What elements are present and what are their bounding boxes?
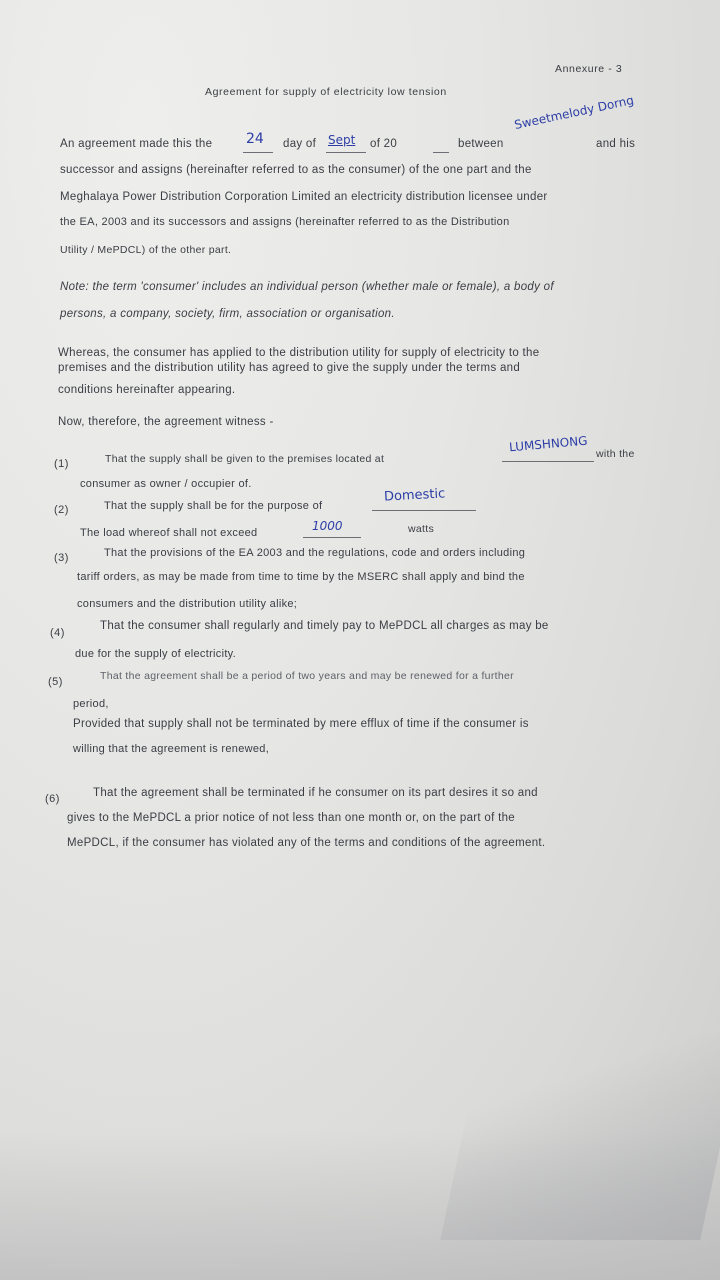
document-title: Agreement for supply of electricity low tension: [205, 86, 447, 98]
intro-line-1b: day of: [283, 138, 317, 150]
intro-line-5: Utility / MePDCL) of the other part.: [60, 244, 232, 256]
clause-2-line-2a: The load whereof shall not exceed: [80, 527, 258, 539]
clause-5-line-3: Provided that supply shall not be terminated by mere efflux of time if the consumer is: [73, 718, 529, 730]
clause-6-line-2: gives to the MePDCL a prior notice of not less than one month or, on the part of the: [67, 812, 515, 824]
purpose-handwritten: Domestic: [383, 486, 446, 505]
month-handwritten: Sept: [328, 133, 356, 147]
day-handwritten: 24: [246, 131, 264, 147]
witness-line: Now, therefore, the agreement witness -: [58, 416, 274, 428]
intro-line-1c: of 20: [370, 138, 398, 150]
location-handwritten: LUMSHNONG: [508, 433, 589, 455]
intro-line-1a: An agreement made this the: [60, 138, 213, 150]
clause-1-line-1a: That the supply shall be given to the premises located at: [105, 453, 385, 465]
note-line-2: persons, a company, society, firm, association or organisation.: [60, 308, 395, 320]
intro-line-3: Meghalaya Power Distribution Corporation Limited an electricity distribution licensee under: [60, 191, 548, 203]
purpose-blank: [372, 510, 476, 511]
intro-line-1d: between: [458, 138, 504, 150]
whereas-line-2: premises and the distribution utility has agreed to give the supply under the terms and: [58, 362, 521, 374]
note-line-1: Note: the term 'consumer' includes an individual person (whether male or female), a body of: [60, 281, 554, 293]
clause-6-line-3: MePDCL, if the consumer has violated any of the terms and conditions of the agreement.: [67, 837, 546, 849]
whereas-line-1: Whereas, the consumer has applied to the distribution utility for supply of electricity to the: [58, 347, 540, 359]
clause-2-line-2b: watts: [408, 523, 435, 535]
intro-line-2: successor and assigns (hereinafter referred to as the consumer) of the one part and the: [60, 164, 532, 176]
clause-1-number: (1): [54, 458, 69, 470]
clause-1-line-1b: with the: [596, 448, 635, 460]
consumer-name-handwritten: Sweetmelody Dorng: [513, 92, 636, 132]
clause-5-number: (5): [48, 676, 63, 688]
clause-4-line-2: due for the supply of electricity.: [75, 648, 237, 660]
clause-6-line-1: That the agreement shall be terminated if he consumer on its part desires it so and: [93, 787, 538, 799]
clause-4-line-1: That the consumer shall regularly and timely pay to MePDCL all charges as may be: [100, 620, 549, 632]
whereas-line-3: conditions hereinafter appearing.: [58, 384, 236, 396]
clause-3-line-1: That the provisions of the EA 2003 and the regulations, code and orders including: [104, 547, 526, 559]
clause-1-line-2: consumer as owner / occupier of.: [80, 478, 252, 490]
clause-5-line-1: That the agreement shall be a period of two years and may be renewed for a further: [100, 670, 514, 682]
clause-4-number: (4): [50, 627, 65, 639]
day-blank: [243, 152, 273, 153]
load-handwritten: 1000: [312, 519, 343, 533]
annexure-label: Annexure - 3: [555, 63, 623, 75]
clause-2-line-1a: That the supply shall be for the purpose of: [104, 500, 323, 512]
intro-line-1e: and his: [596, 138, 636, 150]
clause-3-line-3: consumers and the distribution utility alike;: [77, 598, 298, 610]
clause-2-number: (2): [54, 504, 69, 516]
clause-3-number: (3): [54, 552, 69, 564]
intro-line-4: the EA, 2003 and its successors and assigns (hereinafter referred to as the Distribution: [60, 216, 510, 228]
load-blank: [303, 537, 361, 538]
clause-3-line-2: tariff orders, as may be made from time to time by the MSERC shall apply and bind the: [77, 571, 525, 583]
clause-5-line-4: willing that the agreement is renewed,: [73, 743, 270, 755]
clause-5-line-2: period,: [73, 698, 109, 710]
year-blank: [433, 152, 449, 153]
month-blank: [326, 152, 366, 153]
location-blank: [502, 461, 594, 462]
clause-6-number: (6): [45, 793, 60, 805]
page-bottom-shadow: [0, 1130, 720, 1280]
